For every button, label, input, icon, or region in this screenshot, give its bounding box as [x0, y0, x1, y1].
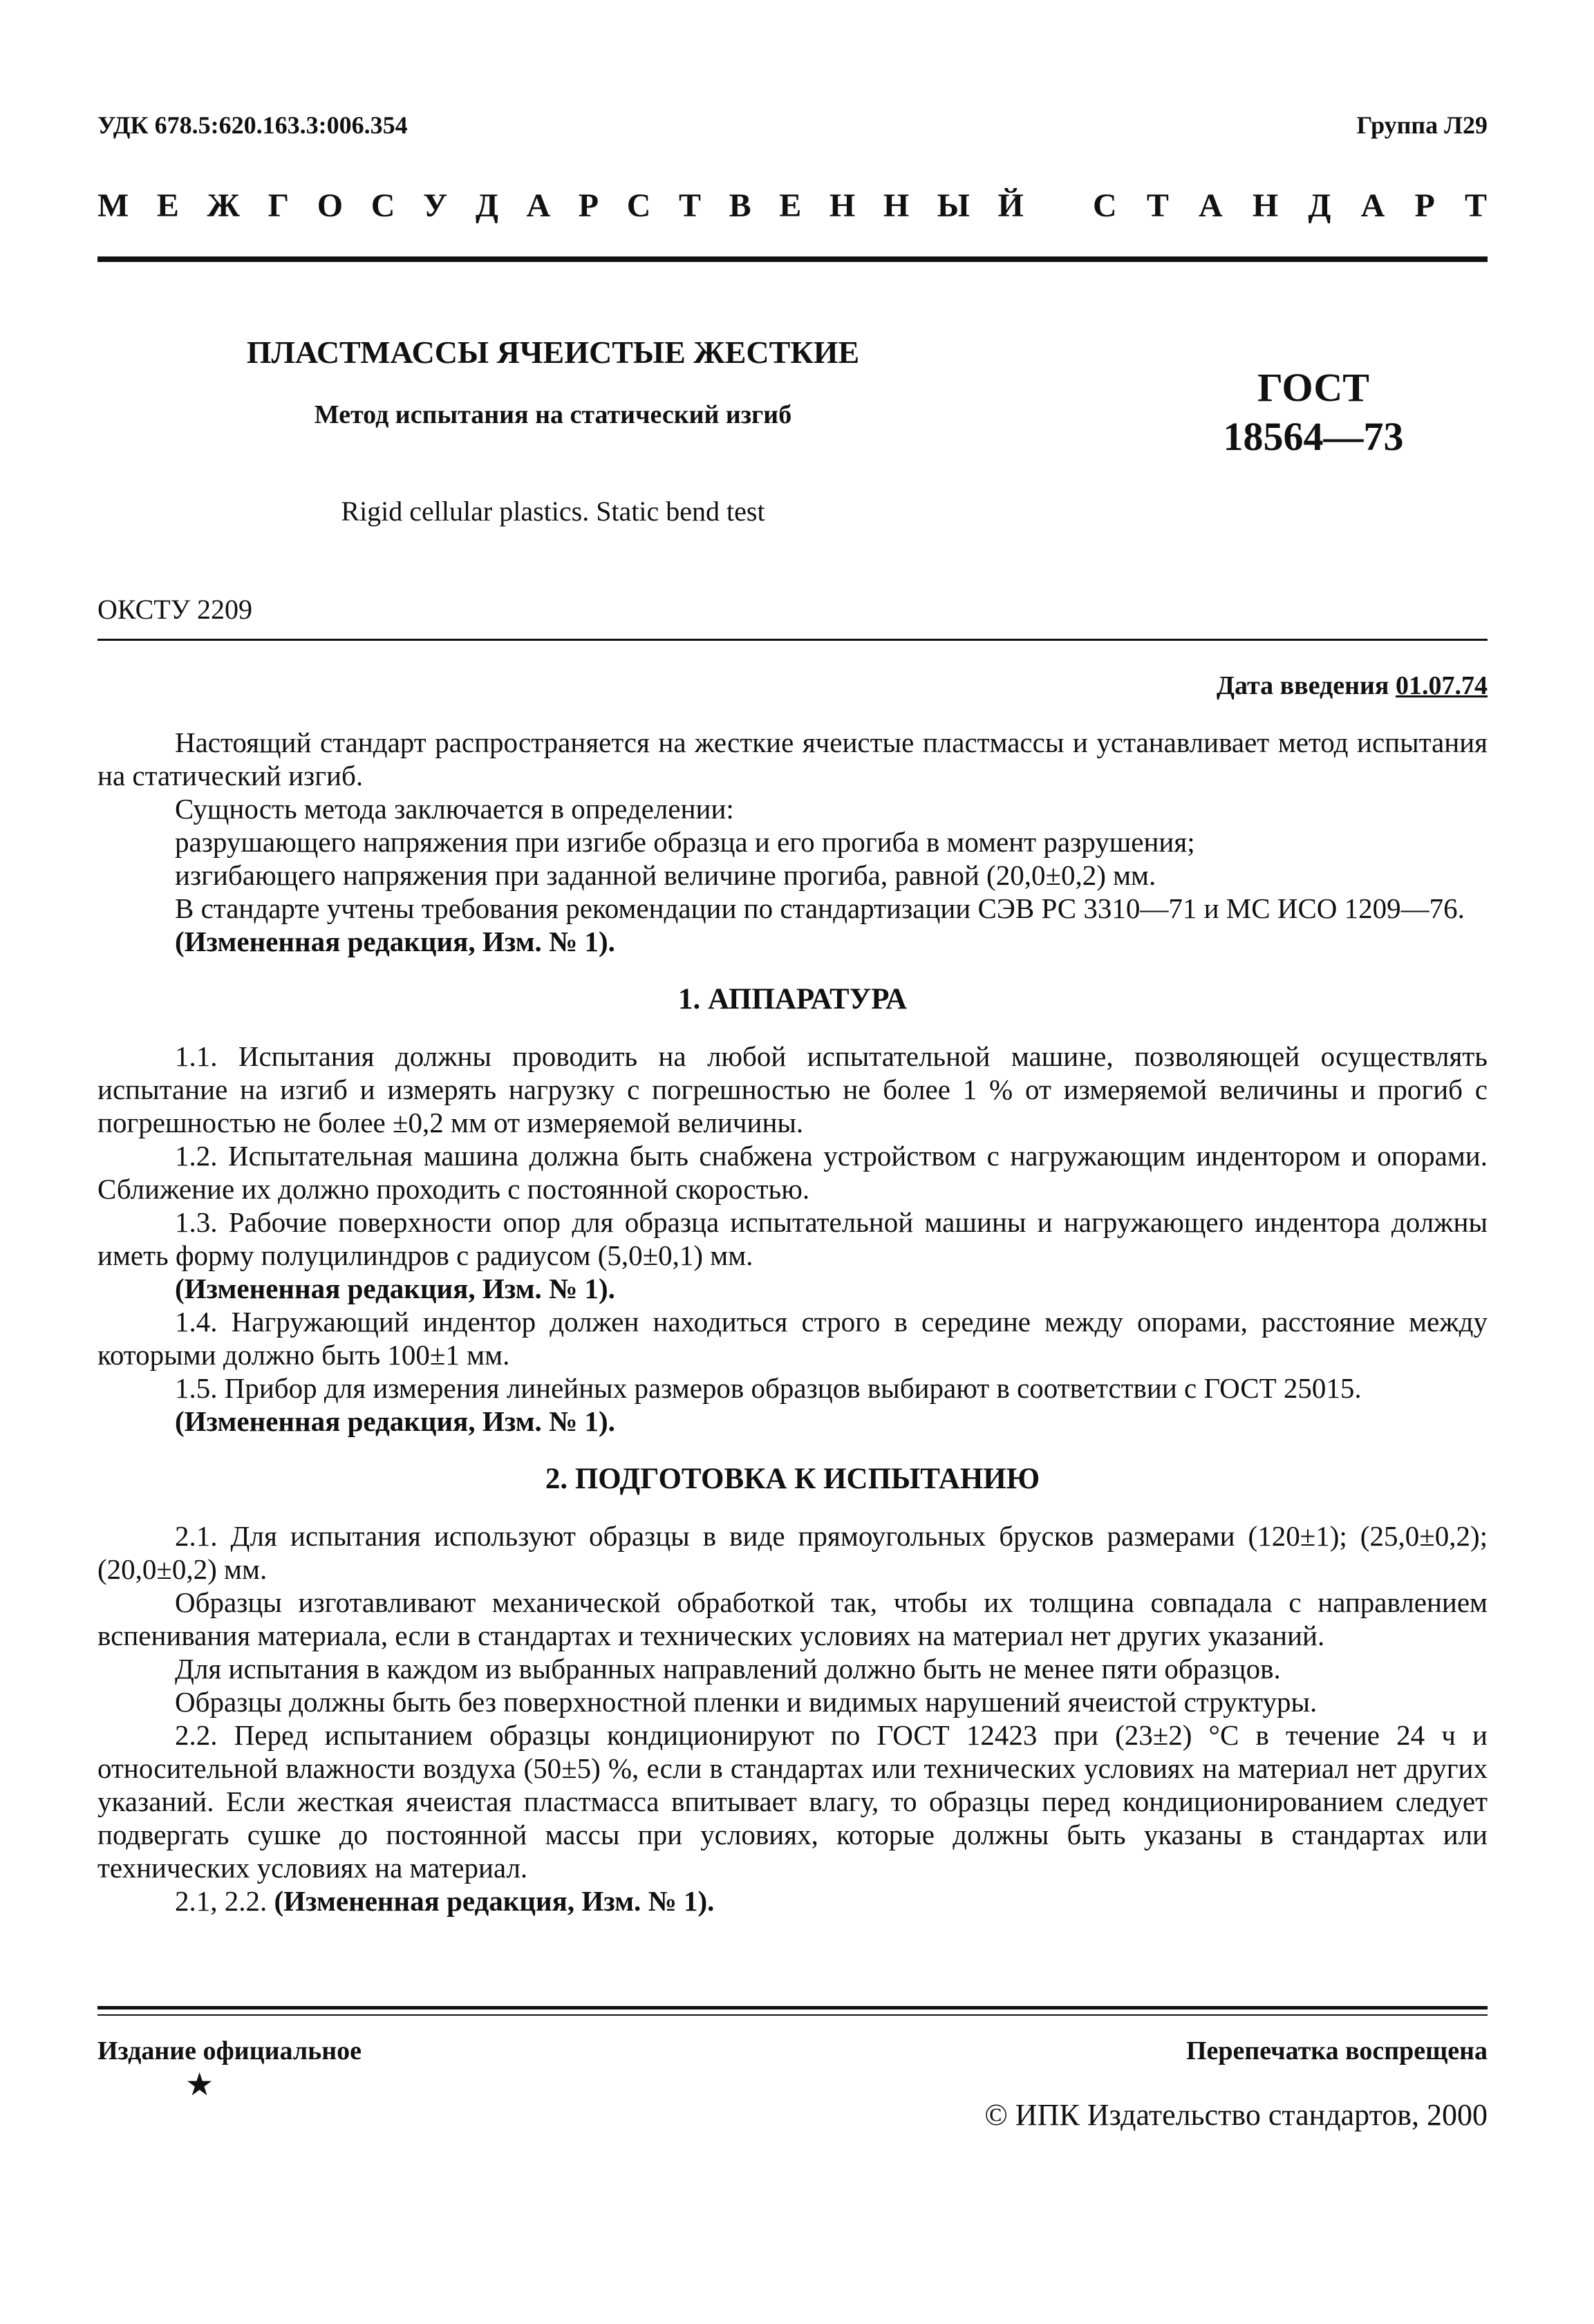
- paragraph: 2.2. Перед испытанием образцы кондиционируют по ГОСТ 12423 при (23±2) °С в течение 24 ч и относительной влажности воздуха (50±5) %, если в стандартах или технических условиях на материал нет других указаний. Если жесткая ячеистая пластмасса впитывает влагу, то образцы перед кондиционированием следует подвергать сушке до постоянной массы при условиях, которые должны быть указаны в стандартах или технических условиях на материал.: [97, 1719, 1488, 1884]
- paragraph: Образцы изготавливают механической обработкой так, чтобы их толщина совпадала с направлением вспенивания материала, если в стандартах и технических условиях на материал нет других указаний.: [97, 1586, 1488, 1651]
- footer-rule-thick: [97, 2006, 1488, 2009]
- amendment-note: (Измененная редакция, Изм. № 1).: [175, 1405, 615, 1437]
- footer-rule-thin: [97, 2014, 1488, 2016]
- paragraph: 1.5. Прибор для измерения линейных размеров образцов выбирают в соответствии с ГОСТ 25015.: [175, 1372, 1362, 1404]
- paragraph: 2.1. Для испытания используют образцы в виде прямоугольных брусков размерами (120±1); (25,0±0,2); (20,0±0,2) мм.: [97, 1520, 1488, 1585]
- interstate-standard-heading: [97, 187, 1487, 225]
- gost-label: ГОСТ: [1257, 365, 1369, 410]
- standard-english-title: Rigid cellular plastics. Static bend test: [341, 496, 765, 527]
- star-icon: ★: [185, 2067, 214, 2102]
- introduction-date-label: Дата введения: [1216, 671, 1396, 700]
- section-heading-apparatus: 1. АППАРАТУРА: [677, 983, 908, 1015]
- paragraph: Сущность метода заключается в определении:: [175, 793, 734, 825]
- amendment-note: (Измененная редакция, Изм. № 1).: [175, 1273, 615, 1304]
- amendment-ref: 2.1, 2.2.: [175, 1885, 274, 1917]
- oksty-rule: [97, 639, 1488, 641]
- paragraph: В стандарте учтены требования рекомендации по стандартизации СЭВ РС 3310—71 и МС ИСО 1209—76.: [175, 892, 1465, 924]
- copyright: © ИПК Издательство стандартов, 2000: [984, 2098, 1488, 2132]
- paragraph: 1.4. Нагружающий индентор должен находиться строго в середине между опорами, расстояние между которыми должно быть 100±1 мм.: [97, 1306, 1488, 1371]
- paragraph: 1.1. Испытания должны проводить на любой испытательной машине, позволяющей осуществлять испытание на изгиб и измерять нагрузку с погрешностью не более 1 % от измеряемой величины и прогиб с погрешностью не более ±0,2 мм от измеряемой величины.: [97, 1040, 1488, 1138]
- paragraph: Настоящий стандарт распространяется на жесткие ячеистые пластмассы и устанавливает метод испытания на статический изгиб.: [97, 727, 1488, 791]
- amendment-note: (Измененная редакция, Изм. № 1).: [175, 926, 615, 957]
- official-edition: Издание официальное: [97, 2036, 362, 2065]
- reprint-prohibited: Перепечатка воспрещена: [1185, 2036, 1488, 2065]
- document-body: [97, 726, 1488, 1918]
- header-rule-thick: [97, 256, 1488, 262]
- paragraph: 1.2. Испытательная машина должна быть снабжена устройством с нагружающим индентором и опорами. Сближение их должно проходить с постоянной скоростью.: [97, 1140, 1488, 1205]
- gost-number: 18564—73: [1223, 414, 1404, 459]
- standard-subtitle: Метод испытания на статический изгиб: [314, 400, 792, 429]
- introduction-date: [1217, 671, 1488, 701]
- amendment-note: (Измененная редакция, Изм. № 1).: [274, 1885, 715, 1917]
- paragraph: разрушающего напряжения при изгибе образца и его прогиба в момент разрушения;: [175, 826, 1195, 858]
- interstate-word: М Е Ж Г О С У Д А Р С Т В Е Н Н Ы Й: [97, 187, 1024, 224]
- paragraph: Образцы должны быть без поверхностной пленки и видимых нарушений ячеистой структуры.: [175, 1686, 1318, 1718]
- section-heading-preparation: 2. ПОДГОТОВКА К ИСПЫТАНИЮ: [545, 1463, 1040, 1495]
- introduction-date-value: 01.07.74: [1396, 671, 1488, 700]
- udk-code: УДК 678.5:620.163.3:006.354: [97, 111, 408, 139]
- amendment-line: [97, 1884, 1488, 1918]
- paragraph: Для испытания в каждом из выбранных направлений должно быть не менее пяти образцов.: [175, 1653, 1281, 1685]
- group-code: Группа Л29: [1356, 111, 1488, 139]
- paragraph: 1.3. Рабочие поверхности опор для образца испытательной машины и нагружающего индентора должны иметь форму полуцилиндров с радиусом (5,0±0,1) мм.: [97, 1206, 1488, 1271]
- paragraph: изгибающего напряжения при заданной величине прогиба, равной (20,0±0,2) мм.: [175, 859, 1156, 891]
- standard-title: ПЛАСТМАССЫ ЯЧЕИСТЫЕ ЖЕСТКИЕ: [246, 335, 860, 370]
- oksty-code: ОКСТУ 2209: [97, 594, 253, 625]
- standard-word: С Т А Н Д А Р Т: [1093, 187, 1487, 224]
